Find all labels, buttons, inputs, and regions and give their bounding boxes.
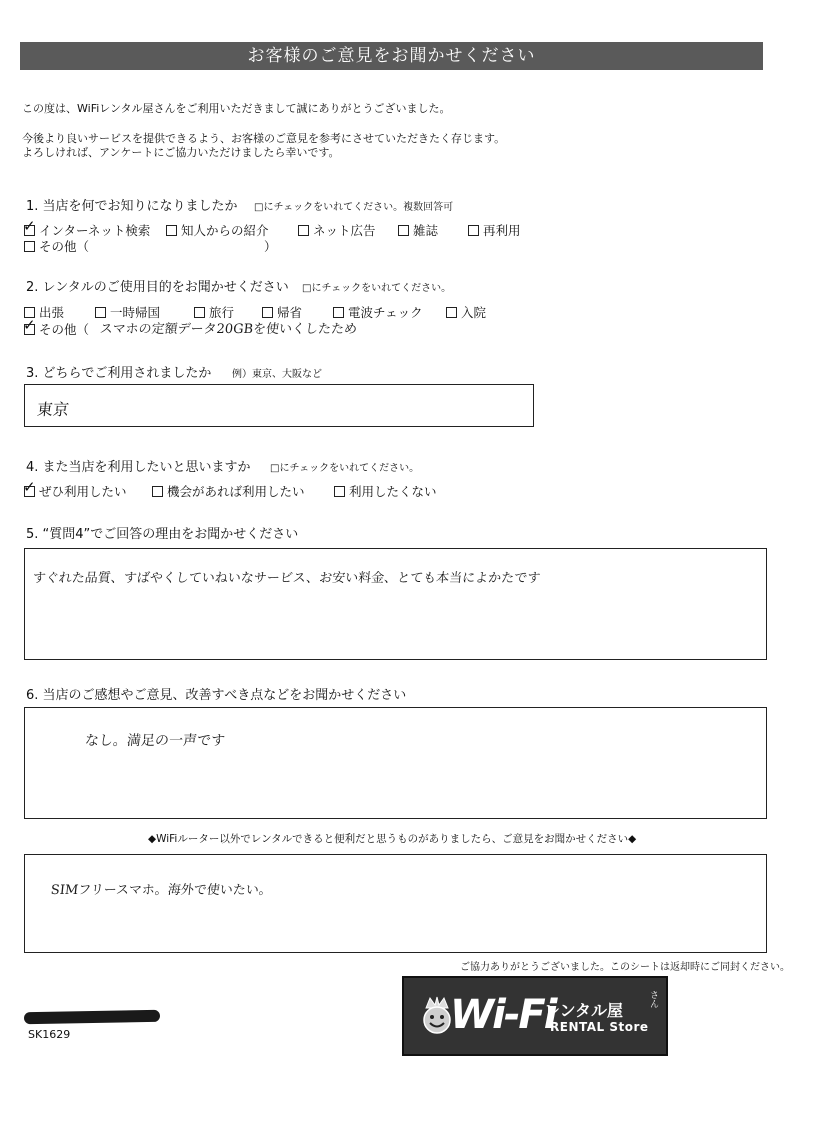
logo-san-text: さん xyxy=(648,990,658,1008)
q6-answer-box[interactable] xyxy=(24,707,767,819)
q1-option-other[interactable]: その他（ xyxy=(24,237,89,255)
q1-option-referral[interactable]: 知人からの紹介 xyxy=(166,221,269,239)
q1-option-internet[interactable]: ✓ インターネット検索 xyxy=(23,217,151,238)
q5-heading: 5. “質問4”でご回答の理由をお聞かせください xyxy=(26,527,299,542)
intro-line-3: よろしければ、アンケートにご協力いただけましたら幸いです。 xyxy=(22,146,340,159)
q1-note: □にチェックをいれてください。複数回答可 xyxy=(254,202,454,213)
q7-answer: SIMフリースマホ。海外で使いたい。 xyxy=(50,883,273,898)
q1-other-close: ） xyxy=(264,239,277,254)
intro-line-1: この度は、WiFiレンタル屋さんをご利用いただきまして誠にありがとうございました。 xyxy=(22,102,451,115)
footer-thanks: ご協力ありがとうございました。このシートは返却時にご同封ください。 xyxy=(460,962,790,973)
check-mark-icon: ✓ xyxy=(23,316,36,334)
q6-answer: なし。満足の一声です xyxy=(84,733,226,749)
checkbox[interactable] xyxy=(262,307,273,318)
checkbox[interactable] xyxy=(95,307,106,318)
q6-heading: 6. 当店のご感想やご意見、改善すべき点などをお聞かせください xyxy=(26,688,407,703)
checkbox[interactable] xyxy=(298,225,309,236)
sheet-code: SK1629 xyxy=(28,1028,71,1041)
checkbox-checked[interactable] xyxy=(23,478,36,497)
checkbox[interactable] xyxy=(446,307,457,318)
q2-option-business[interactable]: 出張 xyxy=(24,303,64,321)
checkbox[interactable] xyxy=(468,225,479,236)
q4-option-definitely[interactable]: ✓ ぜひ利用したい xyxy=(23,478,127,499)
q4-heading: 4. また当店を利用したいと思いますか xyxy=(26,460,251,475)
checkbox[interactable] xyxy=(334,486,345,497)
intro-line-2: 今後より良いサービスを提供できるよう、お客様のご意見を参考にさせていただきたく存じます。 xyxy=(22,132,506,145)
q7-answer-box[interactable] xyxy=(24,854,767,953)
q4-note: □にチェックをいれてください。 xyxy=(270,463,420,474)
q4-option-no[interactable]: 利用したくない xyxy=(334,482,437,500)
q2-option-signal-check[interactable]: 電波チェック xyxy=(333,303,423,321)
q7-heading: ◆WiFiルーター以外でレンタルできると便利だと思うものがありましたら、ご意見をお聞かせください◆ xyxy=(148,833,637,845)
q4-option-maybe[interactable]: 機会があれば利用したい xyxy=(152,482,305,500)
q3-note: 例）東京、大阪など xyxy=(232,369,322,380)
q2-option-homecoming[interactable]: 一時帰国 xyxy=(95,303,160,321)
q1-option-magazine[interactable]: 雑誌 xyxy=(398,221,438,239)
checkbox[interactable] xyxy=(333,307,344,318)
q2-heading: 2. レンタルのご使用目的をお聞かせください xyxy=(26,280,289,295)
q2-option-other[interactable]: ✓ その他（ xyxy=(23,316,90,337)
q5-answer: すぐれた品質、すばやくしていねいなサービス、お安い料金、とても本当によかたです xyxy=(32,571,541,586)
checkbox[interactable] xyxy=(398,225,409,236)
q2-option-travel[interactable]: 旅行 xyxy=(194,303,234,321)
logo-wifi-text: Wi-Fi xyxy=(450,992,556,1038)
logo-rental-text: レンタル屋 xyxy=(544,1001,623,1020)
q2-option-hospital[interactable]: 入院 xyxy=(446,303,486,321)
q3-answer: 東京 xyxy=(35,400,70,419)
logo-store-text: RENTAL Store xyxy=(550,1020,649,1034)
q1-heading: 1. 当店を何でお知りになりましたか xyxy=(26,199,238,214)
checkbox[interactable] xyxy=(194,307,205,318)
checkbox[interactable] xyxy=(166,225,177,236)
checkbox[interactable] xyxy=(152,486,163,497)
crown-mascot-icon xyxy=(420,996,454,1036)
q2-note: □にチェックをいれてください。 xyxy=(302,283,452,294)
wifi-rental-logo xyxy=(402,976,668,1056)
q1-option-net-ad[interactable]: ネット広告 xyxy=(298,221,376,239)
q3-heading: 3. どちらでご利用されましたか xyxy=(26,366,212,381)
q2-option-return-home[interactable]: 帰省 xyxy=(262,303,302,321)
q3-answer-box[interactable] xyxy=(24,384,534,427)
checkbox[interactable] xyxy=(24,241,35,252)
page-title: お客様のご意見をお聞かせください xyxy=(20,42,763,70)
q2-other-answer: スマホの定額データ20GBを使いくしたため xyxy=(99,322,358,337)
q1-option-reuse[interactable]: 再利用 xyxy=(468,221,521,239)
check-mark-icon: ✓ xyxy=(23,217,36,235)
check-mark-icon: ✓ xyxy=(23,478,36,496)
checkbox-checked[interactable] xyxy=(23,316,36,335)
redaction-bar xyxy=(24,1010,160,1024)
q5-answer-box[interactable] xyxy=(24,548,767,660)
checkbox-checked[interactable] xyxy=(23,217,36,236)
